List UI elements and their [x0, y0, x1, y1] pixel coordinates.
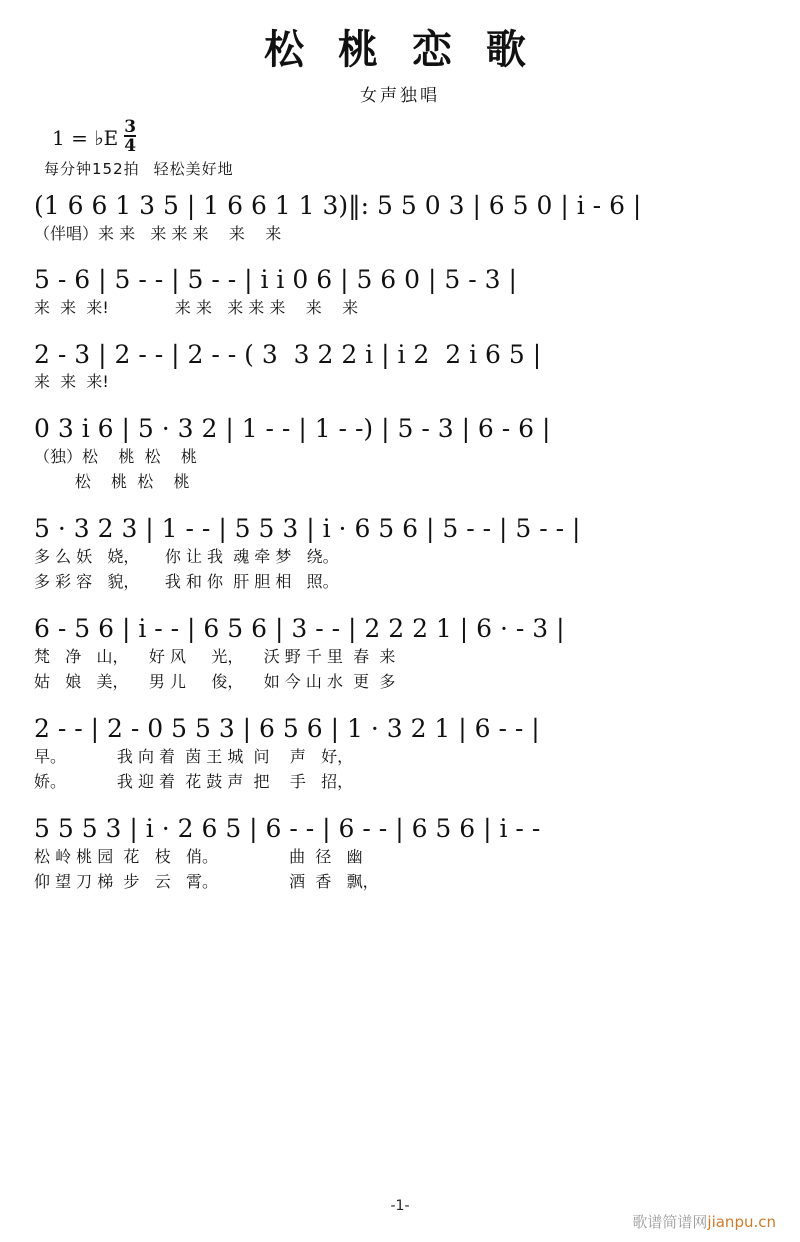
time-signature-denominator: 4 — [124, 136, 137, 157]
time-signature — [124, 117, 137, 157]
watermark-domain: jianpu.cn — [707, 1213, 776, 1231]
music-system-6 — [34, 611, 766, 695]
lyric-line-verse2: 松 桃 松 桃 — [34, 472, 190, 492]
key-signature-block — [52, 117, 137, 157]
notation-line: 2 - - | 2 - 0 5 5 3 | 6 5 6 | 1 · 3 2 1 | 6 - - | — [34, 713, 540, 743]
lyric-line-verse2: 仰 望 刀 梯 步 云 霄。 酒 香 飘， — [34, 872, 379, 892]
music-system-3 — [34, 337, 766, 395]
tempo-bpm: 每分钟152拍 — [44, 160, 140, 178]
lyric-line-verse2: 娇。 我 迎 着 花 鼓 声 把 手 招， — [34, 772, 354, 792]
lyric-line: 来 来 来! — [34, 372, 109, 392]
lyric-line-verse1: 梵 净 山， 好 风 光， 沃 野 千 里 春 来 — [34, 646, 396, 666]
lyric-line: （伴唱）来 来 来 来 来 来 来 — [34, 223, 282, 243]
watermark — [632, 1211, 776, 1232]
lyric-line-verse1: 早。 我 向 着 茵 王 城 问 声 好， — [34, 746, 354, 766]
notation-line: 5 - 6 | 5 - - | 5 - - | i i 0 6 | 5 6 0 | 5 - 3 | — [34, 265, 517, 295]
music-system-1 — [34, 188, 766, 246]
lyric-line: 来 来 来! 来 来 来 来 来 来 来 — [34, 298, 359, 318]
watermark-site-name: 歌谱简谱网 — [632, 1213, 708, 1231]
music-system-5 — [34, 511, 766, 595]
lyric-line-verse2: 多 彩 容 貌， 我 和 你 肝 胆 相 照。 — [34, 572, 339, 592]
lyric-line-verse2: 姑 娘 美， 男 儿 俊， 如 今 山 水 更 多 — [34, 672, 396, 692]
lyric-line-verse1: 松 岭 桃 园 花 枝 俏。 曲 径 幽 — [34, 846, 363, 866]
performance-type: 女声独唱 — [360, 86, 440, 106]
score-header — [0, 114, 800, 188]
notation-line: 2 - 3 | 2 - - | 2 - - ( 3 3 2 2 i | i 2 2 i 6 5 | — [34, 339, 542, 369]
music-system-8 — [34, 811, 766, 895]
music-system-2 — [34, 262, 766, 320]
expression-marking: 轻松美好地 — [153, 160, 234, 178]
lyric-line-verse1: 多 么 妖 娆， 你 让 我 魂 牵 梦 绕。 — [34, 546, 339, 566]
notation-line: 0 3 i 6 | 5 · 3 2 | 1 - - | 1 - -) | 5 - 3 | 6 - 6 | — [34, 414, 551, 444]
page-number: -1- — [390, 1198, 410, 1214]
notation-line: 6 - 5 6 | i - - | 6 5 6 | 3 - - | 2 2 2 1 | 6 · - 3 | — [34, 613, 565, 643]
score-page — [0, 18, 800, 1242]
notation-line: 5 5 5 3 | i · 2 6 5 | 6 - - | 6 - - | 6 5 6 | i - - — [34, 813, 541, 843]
key-signature: 1 = ♭E — [52, 125, 119, 150]
notation-line: 5 · 3 2 3 | 1 - - | 5 5 3 | i · 6 5 6 | 5 - - | 5 - - | — [34, 513, 581, 543]
music-system-4 — [34, 411, 766, 495]
page-title: 松 桃 恋 歌 — [264, 26, 536, 73]
music-system-7 — [34, 711, 766, 795]
lyric-line-verse1: （独）松 桃 松 桃 — [34, 446, 197, 466]
time-signature-numerator: 3 — [124, 117, 137, 137]
tempo-marking — [44, 158, 234, 179]
notation-line: (1 6 6 1 3 5 | 1 6 6 1 1 3)‖: 5 5 0 3 | 6 5 0 | i - 6 | — [34, 191, 642, 220]
